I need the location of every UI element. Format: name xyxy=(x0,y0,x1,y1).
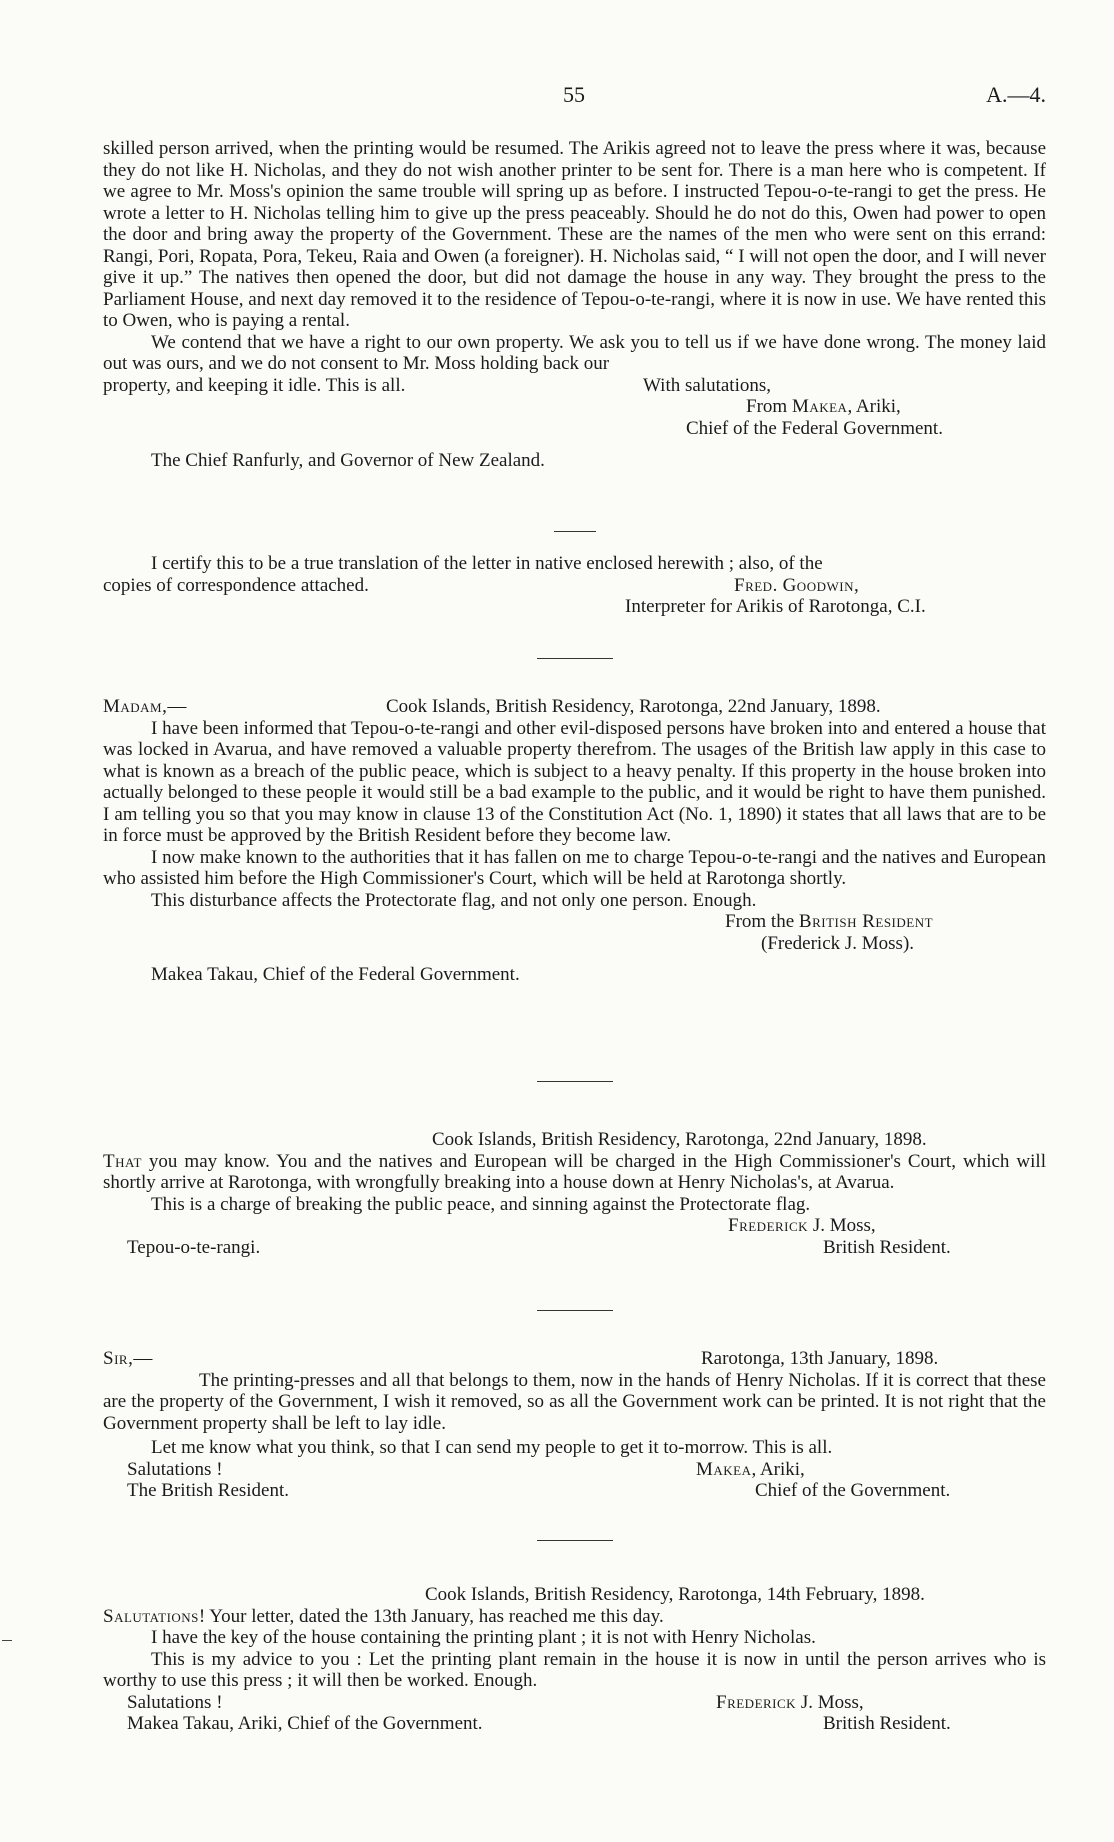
letter-charge-signer-line xyxy=(103,1215,1046,1237)
letter-sir-paragraph-2: Let me know what you think, so that I can send my people to get it to-morrow. This is all. xyxy=(151,1437,833,1458)
certificate-paragraph: I certify this to be a true translation of the letter in native enclosed herewith ; also, of the xyxy=(151,553,823,574)
letter-madam-paragraph-2: I now make known to the authorities that it has fallen on me to charge Tepou-o-te-rangi and the natives and European who assisted him before the High Commissioner's Court, which will be held at Rarotonga shortly. xyxy=(103,846,1046,889)
signer-last: J. Moss, xyxy=(800,1691,864,1713)
signer-last: J. Moss, xyxy=(812,1215,876,1236)
letter-reply-addressee: Makea Takau, Ariki, Chief of the Government. xyxy=(127,1713,483,1734)
letter-reply xyxy=(103,1584,1046,1735)
letter-madam-from xyxy=(103,911,1046,933)
certificate-line-3 xyxy=(103,596,1046,618)
letter-sir-signer-title: Chief of the Government. xyxy=(755,1480,951,1501)
letter-sir-signer xyxy=(696,1459,805,1481)
letter-reply-paragraph-1 xyxy=(103,1606,1046,1628)
letter-reply-lead-rest: ! Your letter, dated the 13th January, has reached me this day. xyxy=(198,1605,664,1627)
letter-sir-addressee: The British Resident. xyxy=(127,1480,290,1501)
signer-title-line xyxy=(103,418,1046,440)
interpreter-title: Interpreter for Arikis of Rarotonga, C.I. xyxy=(625,596,926,617)
letter-sir-date: Rarotonga, 13th January, 1898. xyxy=(701,1348,939,1369)
divider-2 xyxy=(103,658,1046,659)
margin-mark xyxy=(2,1640,12,1641)
signer-title: Chief of the Federal Government. xyxy=(686,417,943,439)
letter-charge-footer xyxy=(103,1237,1046,1259)
letter-madam xyxy=(103,696,1046,986)
letter-madam-paragraph-1: I have been informed that Tepou-o-te-rangi and other evil-disposed persons have broken into and entered a house that was locked in Avarua, and have removed a valuable property therefrom. The usages of the British law apply in this case to what is known as a breach of the public peace, which is subject to a heavy penalty. If this property in the house broken into actually belonged to these people it would still be a bad example to the public, and it would be right to have them punished. I am telling you so that you may know in clause 13 of the Constitution Act (No. 1, 1890) it states that all laws that are to be in force must be approved by the British Resident before they become law. xyxy=(103,717,1046,846)
certificate-line-2 xyxy=(103,575,1046,597)
interpreter-first: Fred. xyxy=(734,574,778,596)
letter-reply-signer-title: British Resident. xyxy=(823,1713,951,1734)
letter-charge-signer xyxy=(728,1215,876,1237)
from-name: British Resident xyxy=(798,911,934,932)
divider-4 xyxy=(103,1310,1046,1311)
letter-reply-salutations-line xyxy=(103,1692,1046,1714)
certificate-closing: copies of correspondence attached. xyxy=(103,574,369,596)
letter-reply-paragraph-3: This is my advice to you : Let the printing plant remain in the house it is now in until the person arrives who is worthy to use this press ; it will then be worked. Enough. xyxy=(103,1648,1046,1691)
from-prefix: From the xyxy=(725,911,795,932)
letter-reply-date: Cook Islands, British Residency, Rarotonga, 14th February, 1898. xyxy=(425,1584,925,1605)
letter-reply-lead: Salutations xyxy=(103,1605,199,1627)
letter-sir xyxy=(103,1348,1046,1502)
page-reference: A.—4. xyxy=(986,82,1046,107)
letter-sir-footer xyxy=(103,1480,1046,1502)
salutation-madam: Madam,— xyxy=(103,696,187,717)
letter-madam-addressee: Makea Takau, Chief of the Federal Government. xyxy=(151,964,520,985)
signature-line xyxy=(103,396,1046,418)
letter-charge xyxy=(103,1129,1046,1258)
letter-madam-addressee-line xyxy=(103,964,1046,986)
letter-charge-body: you may know. You and the natives and European will be charged in the High Commissioner's Court, which will shortly arrive at Rarotonga, with wrongfully breaking into a house down at Henry Nicholas's, at Avarua. xyxy=(103,1150,1046,1193)
letter-charge-lead: That xyxy=(103,1150,142,1172)
letter-charge-addressee: Tepou-o-te-rangi. xyxy=(127,1236,261,1258)
interpreter-name xyxy=(734,575,859,597)
letter-reply-signer xyxy=(716,1692,864,1714)
signature-from xyxy=(746,396,901,418)
signer-suffix: , Ariki, xyxy=(847,396,901,417)
divider-1 xyxy=(103,531,1046,532)
addressee: The Chief Ranfurly, and Governor of New Zealand. xyxy=(151,450,545,471)
signer-name: Makea xyxy=(791,396,848,417)
letter-sir-salutations-line xyxy=(103,1459,1046,1481)
letter-reply-salutations: Salutations ! xyxy=(127,1691,223,1713)
letter-reply-heading xyxy=(103,1584,1046,1606)
divider-5 xyxy=(103,1540,1046,1541)
signer-name: Makea xyxy=(696,1458,752,1480)
signature-prefix: From xyxy=(746,396,788,417)
letter-madam-signer: (Frederick J. Moss). xyxy=(761,932,915,954)
letter-reply-paragraph-2: I have the key of the house containing the printing plant ; it is not with Henry Nicholas. xyxy=(151,1627,816,1648)
letter-madam-from-text xyxy=(725,911,933,933)
letter-charge-heading xyxy=(103,1129,1046,1151)
page-header xyxy=(103,84,1046,110)
signer-first: Frederick xyxy=(728,1215,809,1236)
salutation-text: With salutations, xyxy=(643,374,771,396)
addressee-line xyxy=(103,450,1046,472)
letter-reply-footer xyxy=(103,1713,1046,1735)
closing-text: property, and keeping it idle. This is all. xyxy=(103,374,406,396)
letter-charge-date: Cook Islands, British Residency, Rarotonga, 22nd January, 1898. xyxy=(432,1129,927,1150)
letter-charge-paragraph-2: This is a charge of breaking the public peace, and sinning against the Protectorate flag. xyxy=(151,1193,811,1215)
letter-charge-paragraph-1 xyxy=(103,1151,1046,1194)
translation-certificate xyxy=(103,553,1046,618)
page-number: 55 xyxy=(563,82,585,107)
signer-suffix: , Ariki, xyxy=(751,1458,805,1480)
interpreter-last: Goodwin, xyxy=(782,574,860,596)
letter-charge-signer-title: British Resident. xyxy=(823,1236,951,1258)
letter-sir-paragraph-1: The printing-presses and all that belongs to them, now in the hands of Henry Nicholas. If it is correct that these are the property of the Government, I wish it removed, so as all the Government work can be printed. It is not right that the Government property shall be left to lay idle. xyxy=(103,1369,1046,1434)
continued-paragraph-1: skilled person arrived, when the printing would be resumed. The Arikis agreed not to leave the press where it was, because they do not like H. Nicholas, and they do not wish another printer to be sent for. There is a man here who is competent. If we agree to Mr. Moss's opinion the same trouble will spring up as before. I instructed Tepou-o-te-rangi to get the press. He wrote a letter to H. Nicholas telling him to give up the press peaceably. Should he do not do this, Owen had power to open the door and bring away the property of the Government. These are the names of the men who were sent on this errand: Rangi, Pori, Ropata, Pora, Tekeu, Raia and Owen (a foreigner). H. Nicholas said, “ I will not open the door, and I will never give it up.” The natives then opened the door, but did not damage the house in any way. They brought the press to the Parliament House, and next day removed it to the residence of Tepou-o-te-rangi, where it is now in use. We have rented this to Owen, who is paying a rental. xyxy=(103,138,1046,331)
signer-first: Frederick xyxy=(716,1691,797,1713)
divider-3 xyxy=(103,1081,1046,1082)
letter-madam-heading xyxy=(103,696,1046,718)
letter-sir-heading xyxy=(103,1348,1046,1370)
salutation-sir: Sir,— xyxy=(103,1348,153,1369)
closing-line xyxy=(103,375,1046,397)
letter-madam-signer-line xyxy=(103,933,1046,955)
letter-madam-date: Cook Islands, British Residency, Rarotonga, 22nd January, 1898. xyxy=(386,696,881,717)
continued-letter xyxy=(103,138,1046,472)
continued-paragraph-2: We contend that we have a right to our own property. We ask you to tell us if we have done wrong. The money laid out was ours, and we do not consent to Mr. Moss holding back our xyxy=(103,331,1046,374)
letter-sir-salutations: Salutations ! xyxy=(127,1458,223,1480)
letter-madam-paragraph-3: This disturbance affects the Protectorate flag, and not only one person. Enough. xyxy=(151,889,757,911)
